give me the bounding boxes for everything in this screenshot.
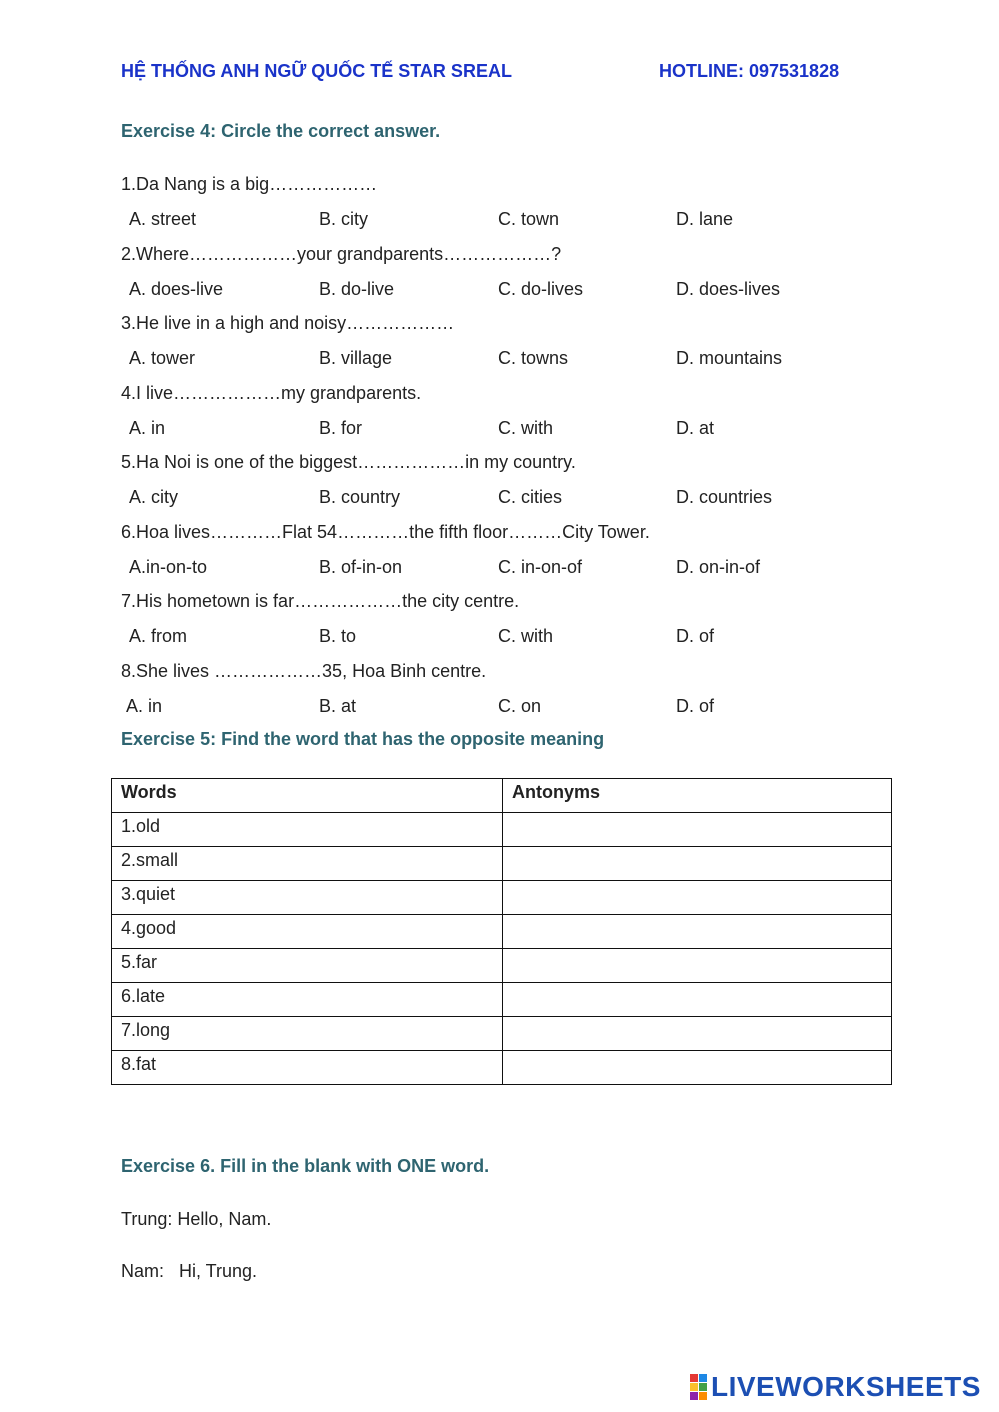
logo-square	[690, 1392, 698, 1400]
table-row	[112, 915, 892, 949]
exercise-6-title: Exercise 6. Fill in the blank with ONE word.	[121, 1156, 490, 1176]
logo-square	[699, 1374, 707, 1382]
option-d[interactable]: D. countries	[676, 487, 773, 507]
antonym-cell	[503, 1017, 892, 1051]
logo-square	[690, 1383, 698, 1391]
option-c[interactable]: C. on	[498, 695, 542, 716]
option-c[interactable]: C. cities	[498, 487, 563, 507]
exercise-5-title: Exercise 5: Find the word that has the opposite meaning	[121, 729, 605, 749]
option-a[interactable]: A.in-on-to	[129, 556, 208, 577]
antonym-cell	[503, 881, 892, 915]
option-b[interactable]: B. city	[319, 209, 369, 229]
antonym-input[interactable]	[503, 983, 891, 1016]
option-a[interactable]: A. street	[129, 209, 197, 229]
table-row	[112, 983, 892, 1017]
option-b[interactable]: B. to	[319, 626, 357, 646]
word-cell: 1.old	[112, 813, 503, 847]
word-cell: 2.small	[112, 847, 503, 881]
option-b[interactable]: B. do-live	[319, 278, 395, 299]
table-header-row	[112, 779, 892, 813]
table-row	[112, 847, 892, 881]
antonym-cell	[503, 915, 892, 949]
question-text: 6.Hoa lives…………Flat 54…………the fifth floor………City Tower.	[121, 521, 650, 542]
question-text: 7.His hometown is far………………the city centre.	[121, 591, 520, 611]
antonym-input[interactable]	[503, 847, 891, 880]
word-cell: 4.good	[112, 915, 503, 949]
table-row	[112, 813, 892, 847]
option-d[interactable]: D. mountains	[676, 348, 783, 368]
option-c[interactable]: C. towns	[498, 348, 569, 368]
option-c[interactable]: C. town	[498, 209, 560, 229]
option-d[interactable]: D. of	[676, 626, 715, 646]
page-header	[121, 61, 999, 85]
liveworksheets-logo[interactable]	[690, 1372, 981, 1402]
word-cell: 6.late	[112, 983, 503, 1017]
antonym-cell	[503, 949, 892, 983]
table-row	[112, 1051, 892, 1085]
antonym-input[interactable]	[503, 881, 891, 914]
option-d[interactable]: D. at	[676, 417, 715, 438]
question-text: 2.Where………………your grandparents………………?	[121, 243, 562, 264]
antonym-cell	[503, 983, 892, 1017]
antonym-input[interactable]	[503, 1051, 891, 1084]
option-a[interactable]: A. tower	[129, 348, 196, 368]
logo-text: LIVEWORKSHEETS	[711, 1371, 981, 1402]
column-header-antonyms: Antonyms	[503, 779, 892, 813]
option-b[interactable]: B. country	[319, 487, 401, 507]
table-row	[112, 949, 892, 983]
dialog-line: Nam: Hi, Trung.	[121, 1261, 258, 1281]
logo-square	[699, 1392, 707, 1400]
hotline: HOTLINE: 097531828	[659, 61, 840, 81]
option-d[interactable]: D. on-in-of	[676, 556, 761, 577]
exercise-4-title: Exercise 4: Circle the correct answer.	[121, 121, 441, 141]
table-row	[112, 881, 892, 915]
option-a[interactable]: A. in	[129, 417, 166, 438]
word-cell: 3.quiet	[112, 881, 503, 915]
option-d[interactable]: D. of	[676, 695, 715, 716]
question-text: 4.I live………………my grandparents.	[121, 382, 422, 403]
option-d[interactable]: D. lane	[676, 209, 734, 229]
school-name: HỆ THỐNG ANH NGỮ QUỐC TẾ STAR SREAL	[121, 61, 512, 81]
option-a[interactable]: A. in	[126, 695, 163, 716]
option-c[interactable]: C. with	[498, 626, 554, 646]
column-header-words: Words	[112, 779, 503, 813]
antonym-cell	[503, 813, 892, 847]
option-c[interactable]: C. with	[498, 417, 554, 438]
antonyms-table	[111, 778, 892, 1085]
dialog-line: Trung: Hello, Nam.	[121, 1209, 272, 1229]
option-b[interactable]: B. of-in-on	[319, 556, 403, 577]
option-d[interactable]: D. does-lives	[676, 278, 781, 299]
option-b[interactable]: B. village	[319, 348, 393, 368]
antonym-input[interactable]	[503, 1017, 891, 1050]
option-b[interactable]: B. at	[319, 695, 357, 716]
option-c[interactable]: C. in-on-of	[498, 556, 583, 577]
antonym-input[interactable]	[503, 813, 891, 846]
option-a[interactable]: A. does-live	[129, 278, 224, 299]
option-c[interactable]: C. do-lives	[498, 278, 584, 299]
option-a[interactable]: A. from	[129, 626, 188, 646]
logo-square	[699, 1383, 707, 1391]
word-cell: 7.long	[112, 1017, 503, 1051]
question-text: 8.She lives ………………35, Hoa Binh centre.	[121, 660, 487, 681]
logo-icon	[690, 1374, 707, 1400]
option-b[interactable]: B. for	[319, 417, 363, 438]
table-row	[112, 1017, 892, 1051]
word-cell: 8.fat	[112, 1051, 503, 1085]
antonym-cell	[503, 847, 892, 881]
question-text: 5.Ha Noi is one of the biggest………………in my country.	[121, 452, 576, 472]
antonym-input[interactable]	[503, 915, 891, 948]
question-text: 3.He live in a high and noisy………………	[121, 313, 455, 333]
word-cell: 5.far	[112, 949, 503, 983]
option-a[interactable]: A. city	[129, 487, 179, 507]
question-text: 1.Da Nang is a big………………	[121, 174, 378, 194]
antonym-cell	[503, 1051, 892, 1085]
antonym-input[interactable]	[503, 949, 891, 982]
logo-square	[690, 1374, 698, 1382]
